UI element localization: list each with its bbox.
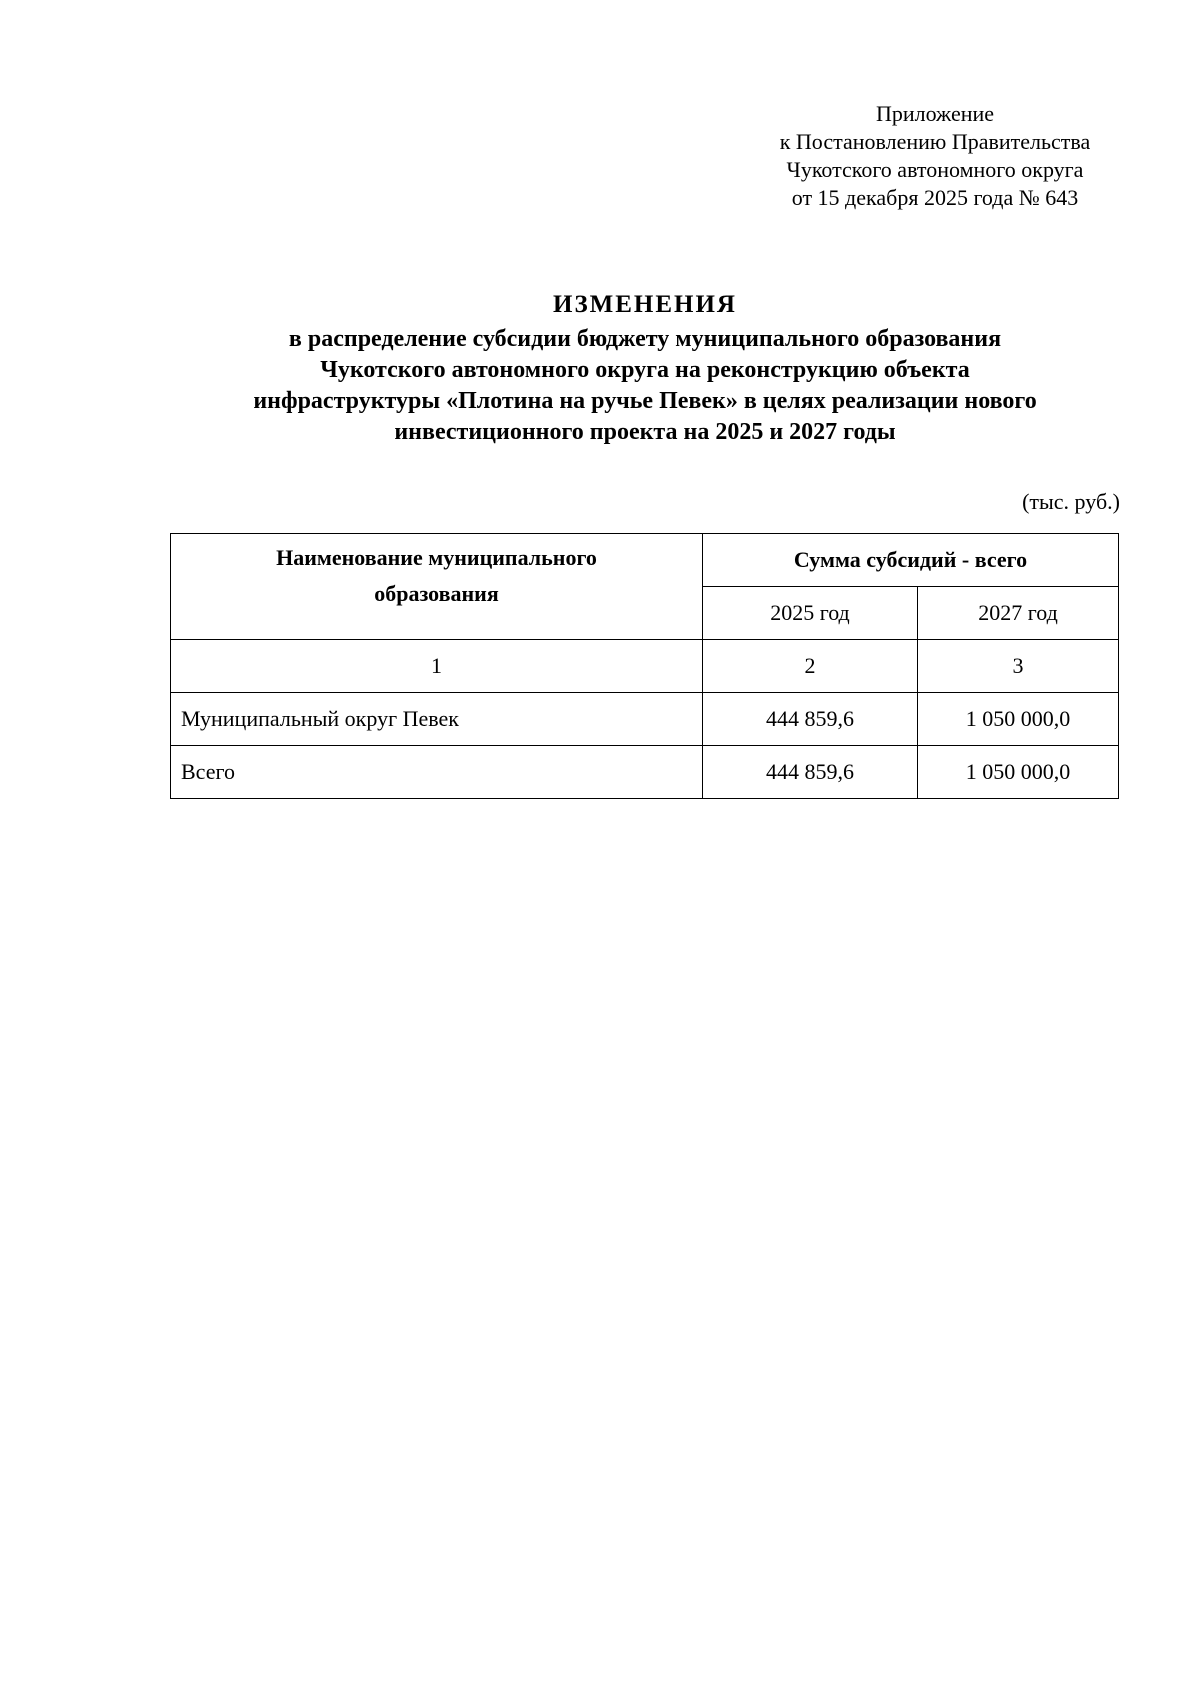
amount-2025: 444 859,6 (703, 693, 918, 746)
header-year-2025: 2025 год (703, 587, 918, 640)
column-number: 2 (703, 640, 918, 693)
header-municipality-line1: Наименование муниципального (276, 545, 597, 570)
appendix-header (740, 100, 1130, 212)
document-heading (140, 290, 1150, 448)
subsidy-table (170, 533, 1119, 799)
document-subtitle (140, 324, 1150, 448)
total-2027: 1 050 000,0 (918, 746, 1119, 799)
subtitle-line: инфраструктуры «Плотина на ручье Певек» в целях реализации нового (253, 388, 1037, 414)
municipality-name: Муниципальный округ Певек (171, 693, 703, 746)
subtitle-line: инвестиционного проекта на 2025 и 2027 годы (394, 419, 896, 445)
table-header-row (171, 534, 1119, 587)
units-label: (тыс. руб.) (1022, 489, 1120, 514)
subtitle-line: Чукотского автономного округа на реконструкцию объекта (320, 357, 970, 383)
column-numbers-row (171, 640, 1119, 693)
header-municipality-line2: образования (374, 581, 499, 606)
total-label: Всего (171, 746, 703, 799)
appendix-line: Приложение (875, 101, 995, 126)
header-municipality (171, 534, 703, 640)
header-subsidy-total: Сумма субсидий - всего (703, 534, 1119, 587)
column-number: 1 (171, 640, 703, 693)
document-title: ИЗМЕНЕНИЯ (553, 291, 737, 318)
appendix-line: Чукотского автономного округа (786, 157, 1084, 182)
table-row (171, 693, 1119, 746)
appendix-line: к Постановлению Правительства (779, 129, 1091, 154)
total-row (171, 746, 1119, 799)
column-number: 3 (918, 640, 1119, 693)
appendix-line: от 15 декабря 2025 года № 643 (791, 185, 1079, 210)
total-2025: 444 859,6 (703, 746, 918, 799)
amount-2027: 1 050 000,0 (918, 693, 1119, 746)
header-year-2027: 2027 год (918, 587, 1119, 640)
subtitle-line: в распределение субсидии бюджету муниципального образования (288, 326, 1002, 352)
